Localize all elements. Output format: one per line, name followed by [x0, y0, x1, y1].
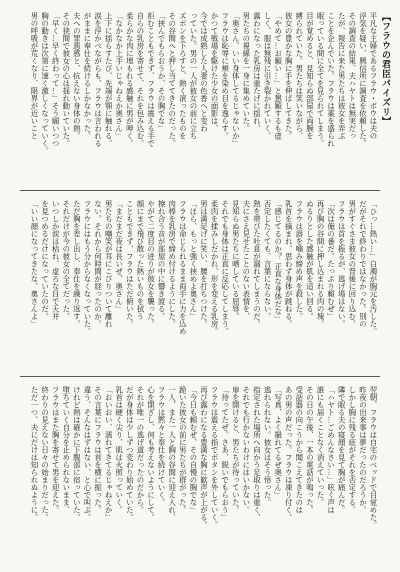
text-column: 「まだまだ夜は長いぜ、奥さん」	[114, 200, 124, 313]
story-title: 【フラウの君臣パイズリ】	[380, 12, 390, 126]
text-column: 「挟んでもらおうか、その胸でな」	[157, 12, 167, 132]
text-column: 再び露わになる豊満な胸に歓声が上がる。	[199, 386, 209, 529]
text-column: ない。それから何時間が経ったのか。	[93, 200, 103, 328]
text-column: 堕ちていく自分を止められないまま、	[61, 386, 71, 514]
text-column: 逃れられない。彼女はそう悟った。	[263, 386, 273, 506]
text-column: たが、報告に来た男たちは彼女を弄ぶ	[337, 12, 347, 140]
text-column: その言葉にフラウは首を横に振った。	[93, 386, 103, 514]
text-column: その日の午後、一本の電話が鳴った。	[305, 386, 315, 514]
text-column: しかし胸に残る痣がそれを否定する。	[347, 386, 357, 514]
text-column: 「写真、よく撮れてるぜ奥さん」	[273, 386, 283, 499]
text-column: 平凡な主婦であるフラウ・ボウは夫の	[369, 12, 378, 140]
text-block-bottom	[18, 386, 378, 556]
text-column: フラウは震える指でボタンを外していく。	[210, 386, 220, 529]
text-block-top	[18, 12, 378, 182]
text-column: それだけが今の彼女の全てだった。	[61, 200, 71, 320]
text-column: 顔にまで飛び散った熱いものを拭う	[135, 200, 145, 320]
text-column: 露わになった乳房は重たげに揺れ、	[252, 12, 262, 132]
text-column: 「今日も頼むぜ、その自慢の胸でな」	[188, 386, 198, 514]
text-column: 翌朝、フラウは自宅のベッドで目覚めた。	[369, 386, 378, 529]
text-column: 「やめて…お願い…」と懇願するも虚	[273, 12, 283, 140]
text-column: 「早く…早く終わって…」そう願いつつ	[51, 12, 61, 147]
text-column: かつて戦場を駆けた少女の面影は、	[210, 12, 220, 132]
text-column: 「感じてるのか？ 正直な身体だな」	[273, 200, 283, 323]
text-column: がままに奉仕を続けるしかなかった。	[82, 12, 92, 140]
text-column: 男がすぐさま彼女の背後に回り込む。	[347, 200, 357, 328]
text-column: いつしか涙は枯れ、虚ろな目で天井	[51, 200, 61, 320]
text-column: 終わりの見えない日々の始まりだった。	[40, 386, 50, 521]
text-column: 「ほら、もっと強く挟めよ奥さん」	[188, 200, 198, 320]
text-column: それが唯一の逃げ道だったのだから。	[135, 386, 145, 514]
text-column: 扉を開けると、男たちが待っていた。	[231, 386, 241, 514]
text-column: 「ひっ…熱い…」白濁が胸元を汚した。	[369, 200, 378, 335]
text-column: あの男の声だった。フラウは凍り付く。	[284, 386, 294, 521]
text-column: 受話器の向こうから聞こえてきたのは	[294, 386, 304, 514]
text-block-middle	[18, 200, 378, 368]
text-column: 「奥さん、いい身体してるじゃないか」	[231, 12, 241, 147]
section-divider-1	[20, 190, 380, 191]
text-column: 男の呼吸が荒くなり、限界が近いこと	[30, 12, 39, 140]
text-column: 「おいおい、濡れてきてるじゃねえか」	[104, 386, 114, 521]
text-column: 彼女の豊かな胸に手を伸ばしてきた。	[284, 12, 294, 140]
text-column: 男たちの視線を一身に集めていた。	[241, 12, 251, 132]
text-column: 眠っている間に全てを見られてしまう。	[316, 12, 326, 147]
text-column: 乳首は硬く尖り、肌は火照っていく。	[114, 386, 124, 514]
text-column: 胸の動きは次第に速く激しくなっていく。	[40, 12, 50, 155]
text-column: それでも行かないわけにはいかない。	[241, 386, 251, 514]
text-column: フラウは命じられるまま両手に力を込め	[178, 200, 188, 335]
text-column: ただ一つ、夫にだけは知られぬように。	[30, 386, 39, 521]
text-column: 男は満足げに笑い、腰を打ちつけた。	[199, 200, 209, 328]
text-column: フラウは首を振るが、逃げ場はない。	[337, 200, 347, 328]
text-column: それでも身体は正直に反応してしまう。	[220, 200, 230, 335]
text-column: その狭間で彼女の心は揺れ動いていた。	[61, 12, 71, 147]
text-column: その谷間へと押し当ててきたのだった。	[167, 12, 177, 147]
text-column: 夫にさえ見せたことのない表情を、	[241, 200, 251, 320]
text-column: 乳首を摘まれ、思わず身体が跳ねる。	[284, 200, 294, 328]
text-column: フラウはまた胸を寄せて男を迎えた。	[51, 386, 61, 514]
text-column: 拒むこともできず、フラウは震える手で	[146, 12, 156, 147]
text-column: 柔らかな肉に埋もれる感触に男が呻く。	[125, 12, 135, 147]
text-column: 目が覚めると、見知らぬ部屋で両腕を	[305, 12, 315, 140]
section-divider-2	[20, 376, 380, 377]
text-column: 心を閉ざし、何も考えないようにして。	[146, 386, 156, 521]
text-column: 柔肉を揉みしだかれ、形を変える乳房。	[210, 200, 220, 335]
text-column: 「ハヤト…ごめんなさい…」呟く声は	[326, 386, 336, 514]
text-column: フラウは唇を噛み締め声を殺した。	[294, 200, 304, 320]
text-column: フラウは恥辱に頬を染め目を逸らす。	[220, 12, 230, 140]
text-column: ただ胸を差し出し、奉仕を繰り返す。	[72, 200, 82, 328]
text-column: ぬるりとした感触が肌を這い回る。	[305, 200, 315, 320]
text-column: っていた。男の一人が彼女の前に立ち	[188, 12, 198, 140]
text-column: ことを企んでいた。フラウは薬を盛られ	[326, 12, 336, 147]
text-column: 見知らぬ男たちに晒している屈辱。	[231, 200, 241, 320]
text-column: だがそれで終わりではなかった。別の	[358, 200, 368, 328]
text-column: 自らの乳房を寄せて、それを包み込む。	[135, 12, 145, 147]
text-column: だが身体は少しずつ変わり始めていた。	[125, 386, 135, 521]
text-column: 誰にも届くことなく消えていった。	[316, 386, 326, 506]
text-column: フラウは黙々と奉仕を続けていく。	[157, 386, 167, 506]
text-column: 否定したくても、言葉にならない。	[263, 200, 273, 320]
text-column: フラウにはもう分からなくなっていた。	[82, 200, 92, 335]
text-column: 涙を浮かべながらも、フラウは言われる	[93, 12, 103, 147]
text-column: 昨夜の出来事は夢だったのだろうか。	[358, 386, 368, 514]
text-column: 隣で眠る夫の寝顔を見て胸が痛んだ。	[337, 386, 347, 514]
text-column: やがて二度目の迸りが彼女を襲った。	[146, 200, 156, 328]
text-column: 上下に揺らすたび、先端が顎に触れる。	[104, 12, 114, 147]
text-column: 跪いた彼女の前に男たちが群がった。	[178, 386, 188, 514]
text-column: を見つめるだけになっていたのだ。	[40, 200, 50, 320]
text-column: 再び胸の谷間に押し込まれる肉の塊。	[316, 200, 326, 328]
text-column: 浮気を疑い、興信所に調査を依頼した。	[358, 12, 368, 147]
text-column: 今では成熟した人妻の色香へと変わ	[199, 12, 209, 132]
text-column: けれど熱は確かに下腹部に宿っていた。	[72, 386, 82, 521]
text-column: しく、服は無残に引き裂かれていく。	[263, 12, 273, 140]
text-column: ズボンを下ろすと、熱く滾ったものを	[178, 12, 188, 140]
text-column: 一人、また一人と胸の谷間に迎え入れ、	[167, 386, 177, 521]
text-column: こともできず、フラウはただ俯いた。	[125, 200, 135, 328]
text-column: 擦れ合う音が部屋の中に響き渡る。	[157, 200, 167, 320]
text-column: 熱を帯びた吐息が漏れてしまうのだ。	[252, 200, 262, 328]
text-column: 違う、そんなはずはない、と心で叫ぶ。	[82, 386, 92, 521]
text-column: 肉棒を乳房で締め付けるようにした。	[167, 200, 177, 328]
text-column: 「次は俺の番だ。たっぷり頼むぜ」	[326, 200, 336, 320]
text-column: 「いい顔になってきたな、奥さんよ」	[30, 200, 39, 328]
text-column: 指定された場所へ向かう足取りは重く、	[252, 386, 262, 521]
text-column: 男たちの嘲笑が耳にこびりついて離れ	[104, 200, 114, 328]
text-column: 「待ってたぜ。さあ、脱いでもらおう」	[220, 386, 230, 521]
text-column: 「なかなか上手いじゃねえか奥さん」	[114, 12, 124, 140]
text-column: 縛られていた。男たちは笑いながら、	[294, 12, 304, 140]
text-column: その調査の結果、夫ハヤトは無実だっ	[347, 12, 357, 140]
text-column: 夫への罪悪感と、抗えない身体の熱。	[72, 12, 82, 140]
